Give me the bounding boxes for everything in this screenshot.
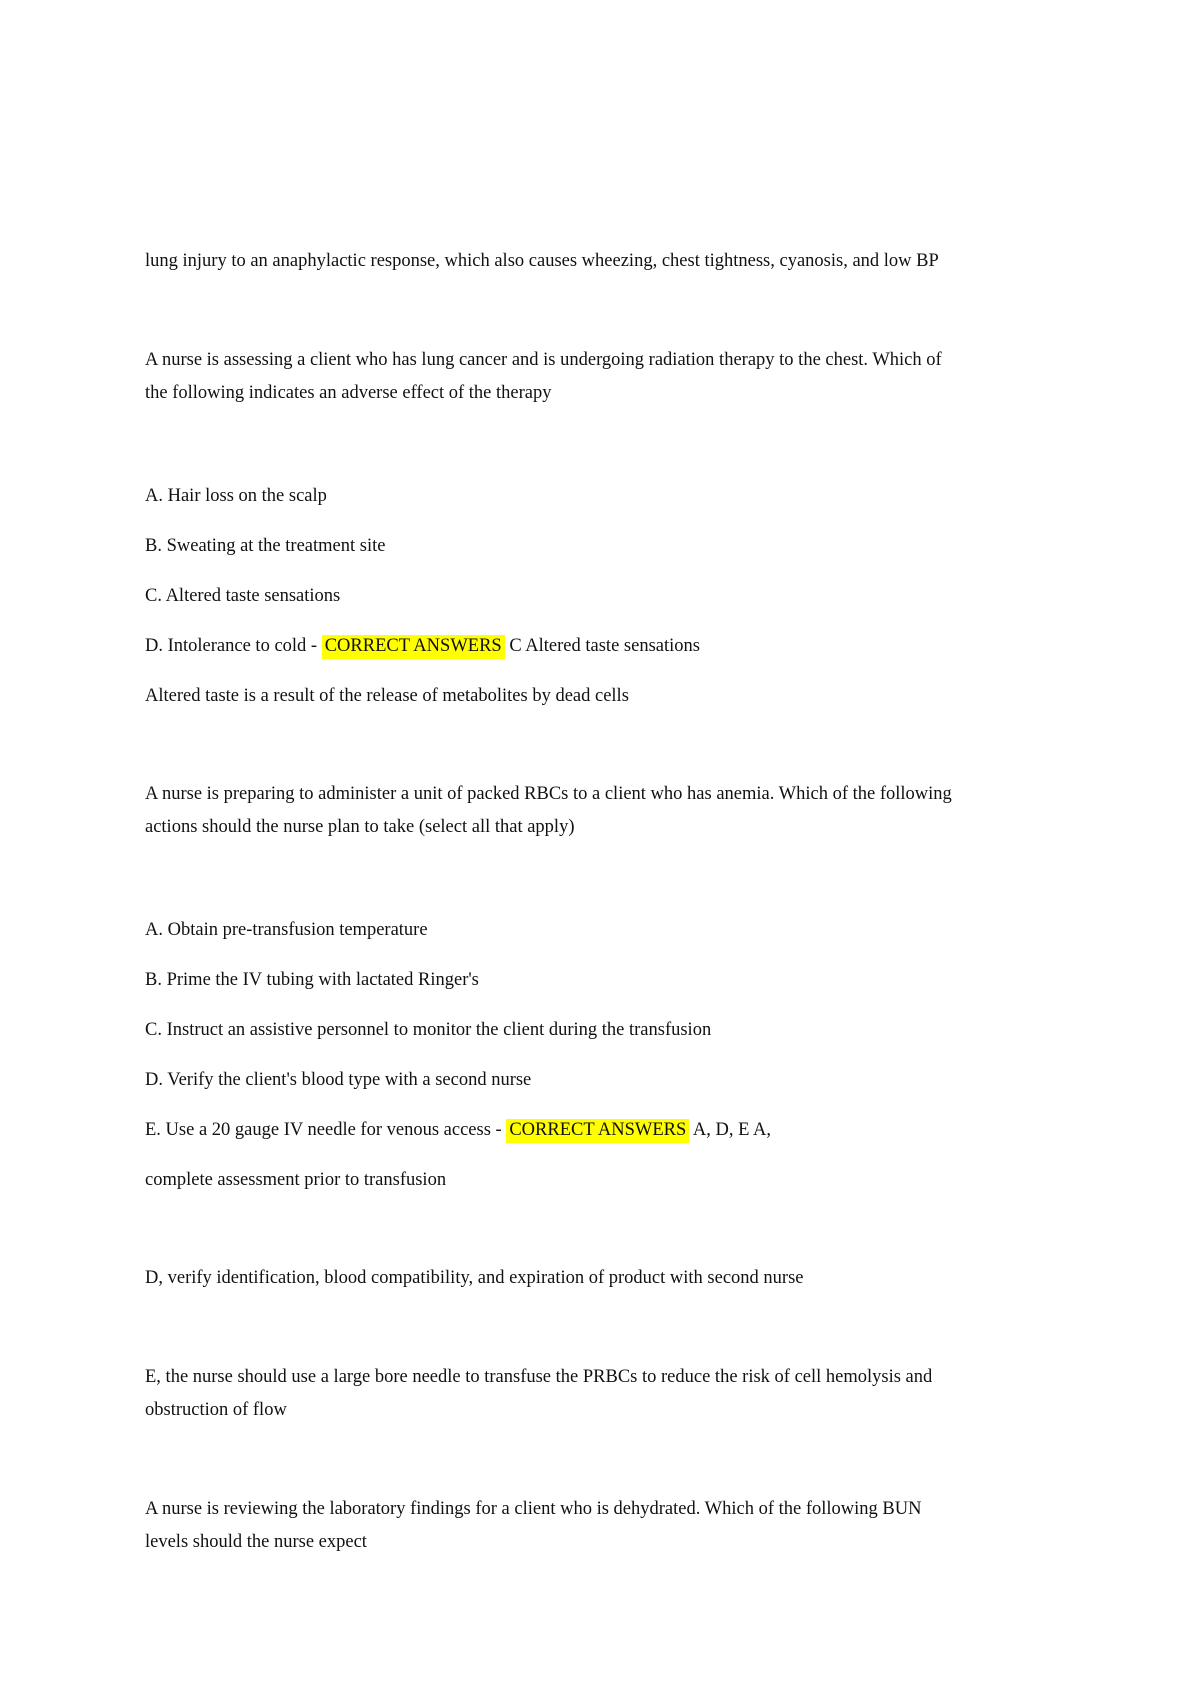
correct-answers-highlight: CORRECT ANSWERS: [506, 1119, 689, 1143]
answer-option: C. Instruct an assistive personnel to monitor the client during the transfusion: [145, 1020, 712, 1040]
option-text: E. Use a 20 gauge IV needle for venous access -: [145, 1120, 507, 1140]
option-text: D. Intolerance to cold -: [145, 636, 322, 656]
answer-option: C. Altered taste sensations: [145, 586, 341, 606]
answer-option: B. Prime the IV tubing with lactated Ringer's: [145, 970, 479, 990]
question-line: the following indicates an adverse effect of the therapy: [145, 383, 552, 403]
rationale-line: D, verify identification, blood compatibility, and expiration of product with second nurse: [145, 1268, 804, 1288]
answer-option: A. Hair loss on the scalp: [145, 486, 327, 506]
rationale-line: complete assessment prior to transfusion: [145, 1170, 447, 1190]
answer-option: A. Obtain pre-transfusion temperature: [145, 920, 428, 940]
question-line: levels should the nurse expect: [145, 1532, 367, 1552]
answer-option: D. Verify the client's blood type with a second nurse: [145, 1070, 532, 1090]
question-line: A nurse is assessing a client who has lung cancer and is undergoing radiation therapy to the chest. Which of: [145, 350, 942, 370]
answer-key-text: A, D, E A,: [689, 1120, 772, 1140]
question-line: A nurse is preparing to administer a unit of packed RBCs to a client who has anemia. Which of the following: [145, 784, 952, 804]
rationale-line: Altered taste is a result of the release of metabolites by dead cells: [145, 686, 629, 706]
answer-key-text: C Altered taste sensations: [504, 636, 700, 656]
rationale-line: obstruction of flow: [145, 1400, 287, 1420]
paragraph-line: lung injury to an anaphylactic response, which also causes wheezing, chest tightness, cyanosis, and low BP: [145, 251, 939, 271]
rationale-line: E, the nurse should use a large bore needle to transfuse the PRBCs to reduce the risk of cell hemolysis and: [145, 1367, 933, 1387]
answer-option: B. Sweating at the treatment site: [145, 536, 386, 556]
question-line: A nurse is reviewing the laboratory findings for a client who is dehydrated. Which of the following BUN: [145, 1499, 922, 1519]
correct-answers-highlight: CORRECT ANSWERS: [322, 635, 505, 659]
question-line: actions should the nurse plan to take (select all that apply): [145, 817, 575, 837]
answer-option-with-key: [145, 1117, 771, 1143]
answer-option-with-key: [145, 633, 700, 659]
